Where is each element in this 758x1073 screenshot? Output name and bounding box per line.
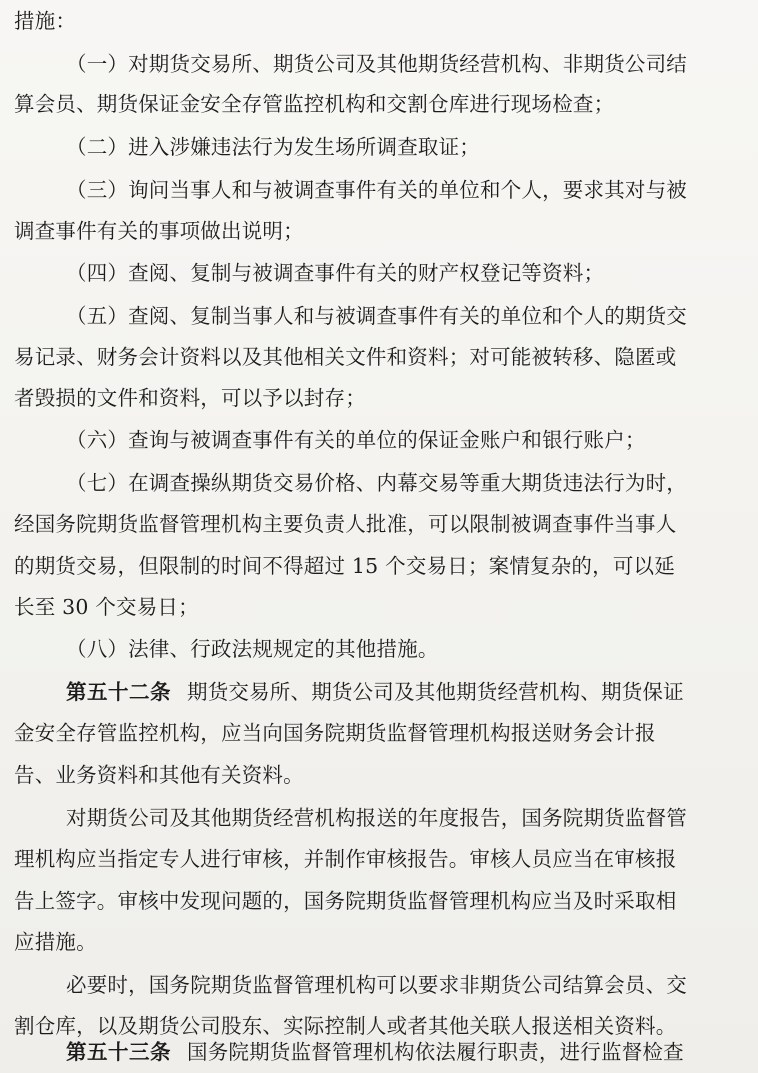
text-line bbox=[0, 921, 758, 963]
article-heading-line bbox=[0, 671, 758, 713]
text-line bbox=[0, 419, 758, 461]
text-line bbox=[0, 377, 758, 419]
text-line bbox=[0, 126, 758, 168]
line-text: 告上签字。审核中发现问题的，国务院期货监督管理机构应当及时采取相 bbox=[14, 889, 677, 913]
line-text: （三）询问当事人和与被调查事件有关的单位和个人，要求其对与被 bbox=[66, 178, 687, 202]
line-text: （二）进入涉嫌违法行为发生场所调查取证； bbox=[66, 135, 480, 159]
text-line bbox=[0, 462, 758, 504]
line-text: 金安全存管监控机构，应当向国务院期货监督管理机构报送财务会计报 bbox=[14, 721, 656, 745]
text-line bbox=[0, 545, 758, 587]
text-line bbox=[0, 797, 758, 839]
line-text: 的期货交易，但限制的时间不得超过 15 个交易日；案情复杂的，可以延 bbox=[14, 554, 675, 578]
text-line bbox=[0, 210, 758, 252]
line-text: （六）查询与被调查事件有关的单位的保证金账户和银行账户； bbox=[66, 428, 646, 452]
line-text: 算会员、期货保证金安全存管监控机构和交割仓库进行现场检查； bbox=[14, 92, 615, 116]
text-line bbox=[0, 295, 758, 337]
line-text: 调查事件有关的事项做出说明； bbox=[14, 219, 304, 243]
line-text: 长至 30 个交易日； bbox=[14, 595, 199, 619]
article-53-heading: 第五十三条 bbox=[66, 1040, 171, 1064]
line-text: 应措施。 bbox=[14, 930, 97, 954]
text-line bbox=[0, 838, 758, 880]
line-text: （一）对期货交易所、期货公司及其他期货经营机构、非期货公司结 bbox=[66, 52, 687, 76]
line-text: 割仓库，以及期货公司股东、实际控制人或者其他关联人报送相关资料。 bbox=[14, 1014, 677, 1038]
line-text: 国务院期货监督管理机构依法履行职责，进行监督检查 bbox=[187, 1040, 684, 1064]
line-text: 经国务院期货监督管理机构主要负责人批准，可以限制被调查事件当事人 bbox=[14, 512, 677, 536]
line-text: 理机构应当指定专人进行审核，并制作审核报告。审核人员应当在审核报 bbox=[14, 847, 677, 871]
text-line bbox=[0, 336, 758, 378]
article-52-heading: 第五十二条 bbox=[66, 680, 171, 704]
text-line bbox=[0, 628, 758, 670]
article-heading-line bbox=[0, 1031, 758, 1073]
line-text: 易记录、财务会计资料以及其他相关文件和资料；对可能被转移、隐匿或 bbox=[14, 345, 677, 369]
line-text: 期货交易所、期货公司及其他期货经营机构、期货保证 bbox=[187, 680, 684, 704]
text-line bbox=[0, 880, 758, 922]
line-text: 必要时，国务院期货监督管理机构可以要求非期货公司结算会员、交 bbox=[66, 973, 687, 997]
text-line bbox=[0, 0, 758, 42]
text-line bbox=[0, 503, 758, 545]
text-line bbox=[0, 712, 758, 754]
text-line bbox=[0, 43, 758, 85]
line-text: （四）查阅、复制与被调查事件有关的财产权登记等资料； bbox=[66, 261, 605, 285]
line-text: 措施： bbox=[14, 9, 77, 33]
text-line bbox=[0, 83, 758, 125]
line-text: （八）法律、行政法规规定的其他措施。 bbox=[66, 637, 439, 661]
line-text: 告、业务资料和其他有关资料。 bbox=[14, 763, 304, 787]
text-line bbox=[0, 169, 758, 211]
line-text: （五）查阅、复制当事人和与被调查事件有关的单位和个人的期货交 bbox=[66, 304, 687, 328]
line-text: 对期货公司及其他期货经营机构报送的年度报告，国务院期货监督管 bbox=[66, 806, 687, 830]
text-line bbox=[0, 586, 758, 628]
text-line bbox=[0, 964, 758, 1006]
line-text: （七）在调查操纵期货交易价格、内幕交易等重大期货违法行为时， bbox=[66, 471, 687, 495]
line-text: 者毁损的文件和资料，可以予以封存； bbox=[14, 386, 366, 410]
text-line bbox=[0, 252, 758, 294]
text-line bbox=[0, 754, 758, 796]
